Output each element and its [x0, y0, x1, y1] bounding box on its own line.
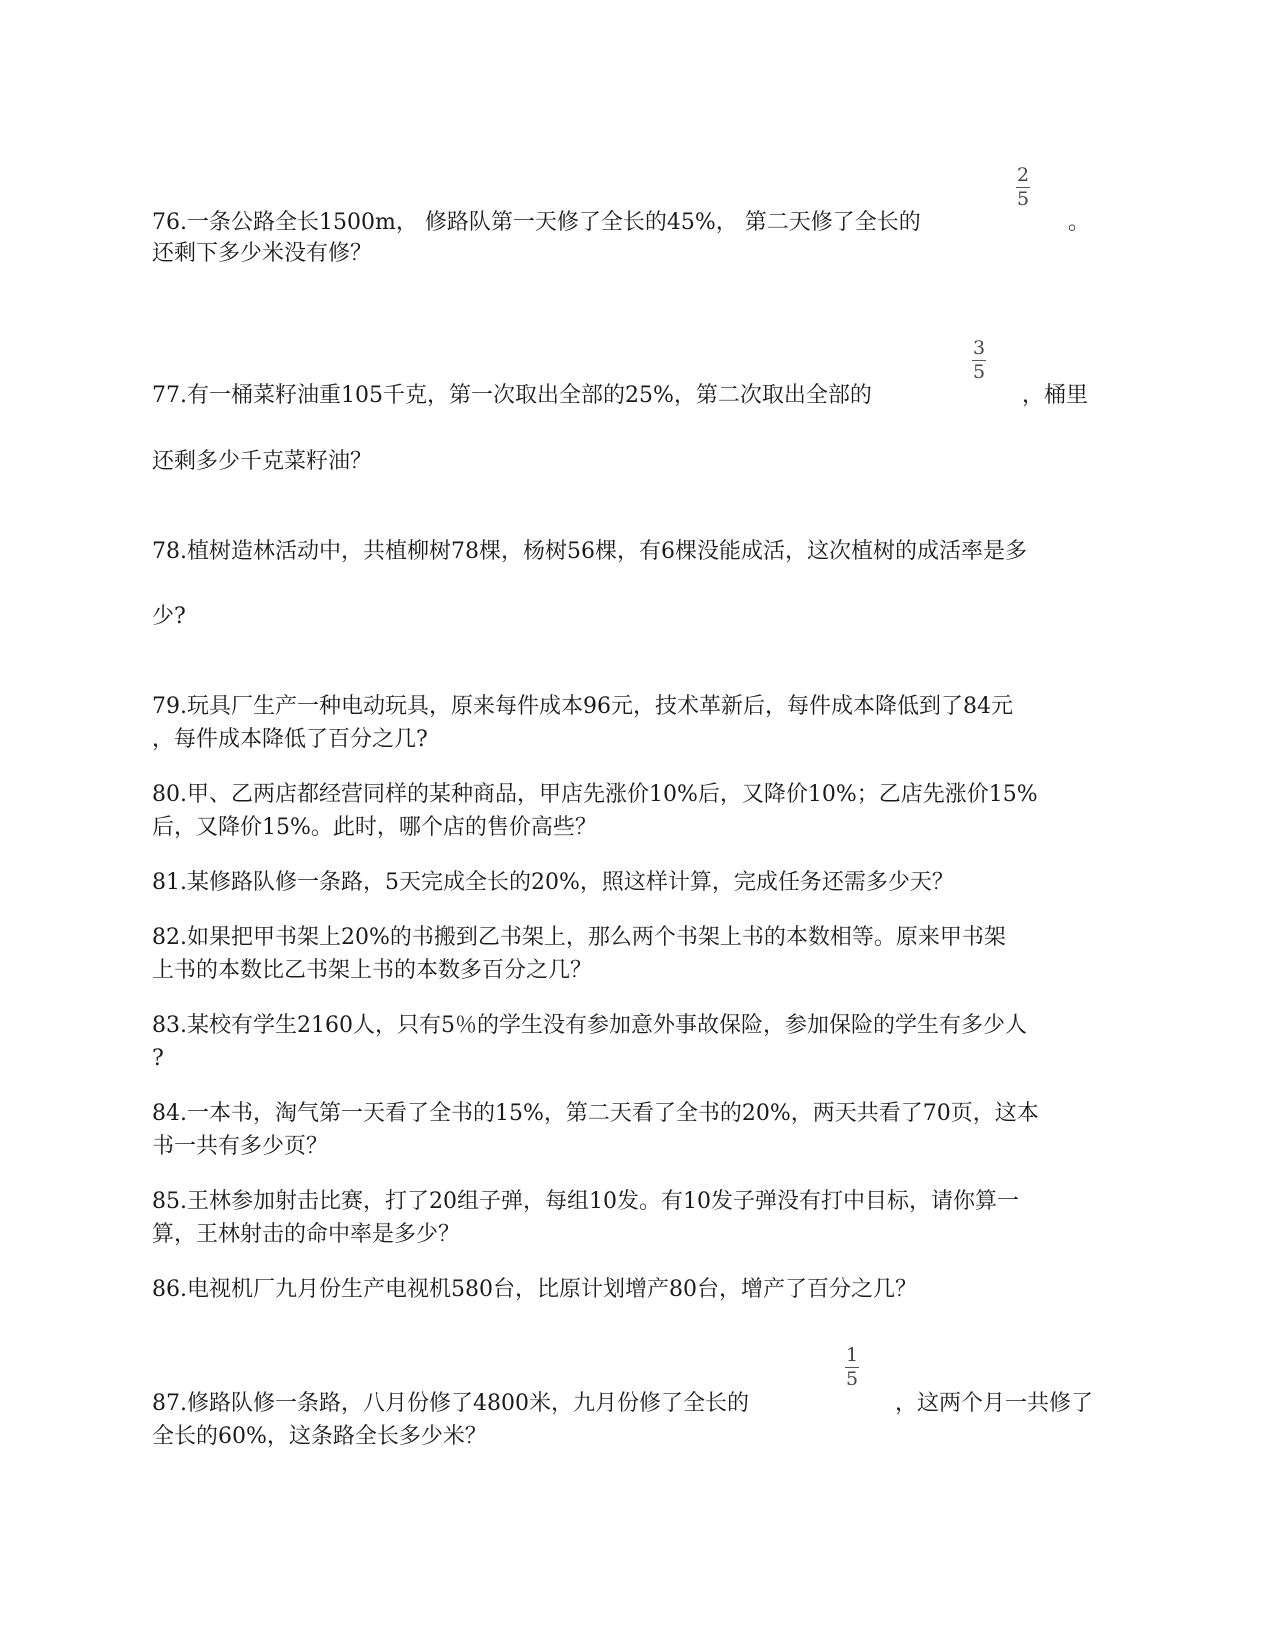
problem-76-line-1: 76.一条公路全长1500m， 修路队第一天修了全长的45%， 第二天修了全长的 [152, 210, 921, 235]
problem-82-line-2: 上书的本数比乙书架上书的本数多百分之几？ [152, 958, 593, 983]
fraction-1-5 [842, 1345, 862, 1389]
fraction-numerator: 3 [972, 337, 986, 359]
problem-84-line-1: 84.一本书，淘气第一天看了全书的15%，第二天看了全书的20%，两天共看了70页，这本 [152, 1101, 1039, 1126]
problem-82-line-1: 82.如果把甲书架上20%的书搬到乙书架上，那么两个书架上书的本数相等。原来甲书架 [152, 925, 1006, 950]
fraction-denominator: 5 [972, 361, 986, 383]
problem-79-line-2: ，每件成本降低了百分之几? [152, 727, 428, 752]
problem-85-line-2: 算，王林射击的命中率是多少？ [152, 1222, 461, 1247]
fraction-denominator: 5 [1016, 188, 1030, 210]
problem-77-line-2: 还剩多少千克菜籽油？ [152, 449, 373, 474]
problem-78-line-2: 少? [152, 604, 186, 629]
problem-87-line-2: 全长的60%，这条路全长多少米？ [152, 1424, 487, 1449]
problem-79-line-1: 79.玩具厂生产一种电动玩具，原来每件成本96元，技术革新后，每件成本降低到了84元 [152, 694, 1013, 719]
problem-87-tail: ，这两个月一共修了 [895, 1391, 1094, 1416]
problem-83-line-2: ? [152, 1046, 164, 1071]
fraction-numerator: 2 [1016, 164, 1030, 186]
fraction-3-5 [969, 338, 989, 382]
problem-80-line-2: 后，又降价15%。此时，哪个店的售价高些？ [152, 815, 597, 840]
problem-77-line-1: 77.有一桶菜籽油重105千克，第一次取出全部的25%，第二次取出全部的 [152, 383, 872, 408]
problem-77-tail: ，桶里 [1022, 383, 1089, 408]
problem-78-line-1: 78.植树造林活动中，共植柳树78棵，杨树56棵，有6棵没能成活，这次植树的成活率是多 [152, 539, 1027, 564]
problem-76-line-2: 还剩下多少米没有修？ [152, 241, 373, 266]
problem-81-line-1: 81.某修路队修一条路，5天完成全长的20%，照这样计算，完成任务还需多少天？ [152, 870, 954, 895]
fraction-denominator: 5 [845, 1368, 859, 1390]
fraction-2-5 [1013, 165, 1033, 209]
problem-85-line-1: 85.王林参加射击比赛，打了20组子弹，每组10发。有10发子弹没有打中目标，请你算一 [152, 1189, 1019, 1214]
problem-87-line-1: 87.修路队修一条路，八月份修了4800米，九月份修了全长的 [152, 1391, 749, 1416]
problem-83-line-1: 83.某校有学生2160人，只有5％的学生没有参加意外事故保险，参加保险的学生有多少人 [152, 1013, 1027, 1038]
problem-80-line-1: 80.甲、乙两店都经营同样的某种商品，甲店先涨价10%后，又降价10%；乙店先涨价15% [152, 782, 1038, 807]
fraction-numerator: 1 [845, 1344, 859, 1366]
problem-84-line-2: 书一共有多少页？ [152, 1134, 329, 1159]
problem-86-line-1: 86.电视机厂九月份生产电视机580台，比原计划增产80台，增产了百分之几？ [152, 1277, 917, 1302]
problem-76-tail: 。 [1068, 210, 1091, 235]
